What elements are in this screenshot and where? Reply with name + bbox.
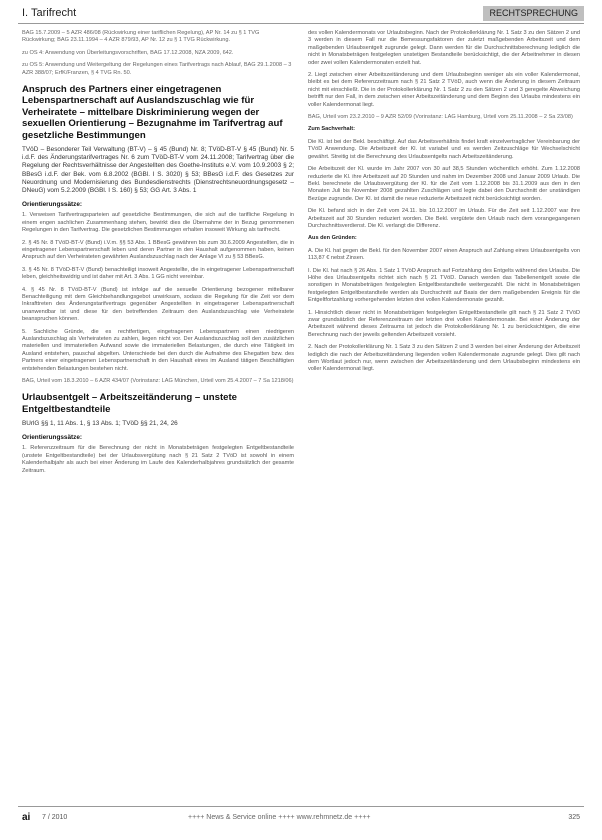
- case1-point: 5. Sachliche Gründe, die es rechtfertigen, eingetragenen Lebenspartnern einen niedrigeren Auslandszuschlag als Verheirateten zu zahlen, liegen nicht vor. Der Auslandszuschlag soll den zusätzlichen materiellen und immateriellen Aufwand sowie die immateriellen Belastungen, die durch eine Tätigkeit im Ausland entstehen, pauschal abgelten. Unterschiede bei den durch die Aufnahme des Ehegatten bzw. des Partners einer eingetragenen Lebenspartnerschaft in den Haushalt eines im Ausland tätigen Beschäftigten entstehenden Belastungen bestehen nicht.: [22, 328, 294, 372]
- case1-heading: Orientierungssätze:: [22, 201, 83, 209]
- section-badge: RECHTSPRECHUNG: [483, 6, 584, 21]
- page-footer: [18, 806, 584, 826]
- case2-heading: Orientierungssätze:: [22, 434, 83, 442]
- reasons-paragraph: I. Die Kl. hat nach § 26 Abs. 1 Satz 1 TVöD Anspruch auf Fortzahlung des Entgelts während des Urlaubs. Die Höhe des Urlaubsentgelts richtet sich nach § 21 TVöD. Danach werden das Tabellenentgelt sowie die sonstigen in Monatsbeträgen festgelegten Entgeltbestandteile weitergezahlt. Die nicht in Monatsbeträgen festgelegten Entgeltbestandteile werden als Durchschnitt auf Basis der dem maßgebenden Ereignis für die Entgeltfortzahlung vorhergehenden letzten drei vollen Kalendermonate gezahlt.: [308, 267, 580, 304]
- case1-title: Anspruch des Partners einer eingetragenen Lebenspartnerschaft auf Auslandszuschlag wie für Verheiratete – mittelbare Diskriminierung wegen der sexuellen Orientierung – Bezugnahme im Tarifvertrag auf gesetzliche Bestimmungen: [22, 84, 283, 141]
- case2-title: Urlaubsentgelt – Arbeitszeitänderung – unstete Entgeltbestandteile: [22, 392, 238, 415]
- case2-point: 1. Referenzzeitraum für die Berechnung der nicht in Monatsbeträgen festgelegten Entgeltbestandteile (unstete Entgeltbestandteile) bei der Urlaubsvergütung nach § 21 Satz 2 TVöD ist sowohl in einem Kalenderhalbjahr als auch bei einer Änderung im Laufe des Kalenderhalbjahres grundsätzlich der gesamte Zeitraum.: [22, 445, 294, 474]
- journal-logo: ai: [22, 812, 31, 823]
- case1-source: BAG, Urteil vom 18.3.2010 – 6 AZR 434/07 (Vorinstanz: LAG München, Urteil vom 25.4.2007 – 7 Sa 1218/06): [22, 378, 294, 384]
- right-column: [308, 30, 580, 782]
- left-column: [22, 30, 294, 782]
- page-number: 325: [568, 814, 580, 821]
- facts-lead: Zum Sachverhalt:: [308, 126, 355, 133]
- facts-paragraph: Die Kl. ist bei der Bekl. beschäftigt. Auf das Arbeitsverhältnis findet kraft einzelvertraglicher Vereinbarung der TVöD Anwendung. Die Arbeitszeit der Kl. ist variabel und es werden Zeitzuschläge für Wechselschicht gewährt. Streitig ist die Berechnung des Urlaubsentgelts nach Arbeitszeitänderung.: [308, 138, 580, 160]
- section-title: I. Tarifrecht: [22, 7, 77, 19]
- reasons-paragraph: A. Die Kl. hat gegen die Bekl. für den November 2007 einen Anspruch auf Zahlung eines Urlaubsentgelts von 113,87 € nebst Zinsen.: [308, 247, 580, 262]
- case2-statutes: BUrlG §§ 1, 11 Abs. 1, § 13 Abs. 1; TVöD §§ 21, 24, 26: [22, 420, 178, 428]
- page-header: [18, 6, 584, 24]
- reasons-paragraph: 2. Nach der Protokollerklärung Nr. 1 Satz 3 zu den Sätzen 2 und 3 werden bei einer Änderung der Arbeitszeit lediglich die nach der Arbeitszeitänderung liegenden vollen Kalendermonate zugrunde gelegt. Dies gilt nach dem Wortlaut jedoch nur, wenn zwischen der Arbeitszeitänderung und dem Urlaubsbeginn mindestens ein voller Kalendermonat liegt.: [308, 344, 580, 373]
- case2-source: BAG, Urteil vom 23.2.2010 – 9 AZR 52/09 (Vorinstanz: LAG Hamburg, Urteil vom 25.11.2008 – 2 Sa 23/08): [308, 114, 573, 121]
- case1-statutes: TVöD – Besonderer Teil Verwaltung (BT-V) – § 45 (Bund) Nr. 8; TVöD-BT-V § 45 (Bund) Nr. 5 i.d.F. des Änderungstarifvertrages Nr. 6 zum TVöD-BT-V vom 24.11.2008; Tarifvertrag über die Regelung der Rechtsverhältnisse der Angestellten des Goethe-Instituts e.V. vom 10.9.2003 § 2; BBesG i.d.F. der Bek. vom 6.8.2002 (BGBl. I S. 3020) § 53; BBesG i.d.F. des Gesetzes zur Neuordnung und Modernisierung des Bundesdienstrechts (Dienstrechtsneuordnungsgesetz – DNeuG) vom 5.2.2009 (BGBl. I S. 160) § 53; GG Art. 3 Abs. 1: [22, 146, 294, 195]
- reasons-lead: Aus den Gründen:: [308, 235, 357, 242]
- case1-point: 1. Verweisen Tarifvertragsparteien auf gesetzliche Bestimmungen, die sich auf die tarifliche Regelung in einem engen sachlichen Zusammenhang stehen, bewirkt dies die Übernahme der in Bezug genommenen Regelungen in den Tarifvertrag. Die gesetzlichen Bestimmungen erhalten insoweit Wirkung als tarifrecht.: [22, 212, 294, 234]
- facts-paragraph: Die Arbeitszeit der Kl. wurde im Jahr 2007 von 30 auf 38,5 Stunden wöchentlich erhöht. Zum 1.12.2008 reduzierte die Kl. ihre Arbeitszeit auf 20 Stunden und nahm im Dezember 2008 und Januar 2009 Urlaub. Die Bekl. berechnete die Urlaubsvergütung der Kl. für die Zeit vom 1.12.2008 bis 31.1.2009 aus den in den Monaten Juli bis November 2008 gezahlten Zuschlägen und legte dabei den Durchschnitt der unständigen Bezüge zugrunde. Der Kl. ist damit die neue reduzierte Arbeitszeit nicht berücksichtigt worden.: [308, 166, 580, 202]
- continuation-paragraph: 2. Liegt zwischen einer Arbeitszeitänderung und dem Urlaubsbeginn weniger als ein voller Kalendermonat, bleibt es bei dem Referenzzeitraum nach § 21 Satz 2 TVöD, auch wenn die Änderung in diesem Zeitraum nicht mit einschließt. Die in der Protokollerklärung Nr. 1 Satz 2 zu den Sätzen 2 und 3 geregelte Abweichung betrifft nur den Fall, in dem zwischen einer Arbeitszeitänderung und dem Beginn des Urlaubs mindestens ein voller Kalendermonat liegt.: [308, 72, 580, 108]
- issue-number: 7 / 2010: [42, 814, 68, 821]
- reasons-paragraph: 1. Hinsichtlich dieser nicht in Monatsbeträgen festgelegten Entgeltbestandteile gilt nach § 21 Satz 2 TVöD zwar grundsätzlich der Referenzzeitraum der letzten drei vollen Kalendermonate. Bei einer Änderung der Arbeitszeit während dieses Zeitraums ist jedoch die Protokollerklärung Nr. 1 zu berücksichtigen, die eine Berechnung nach der jeweils geltenden Arbeitszeit vorsieht.: [308, 309, 580, 338]
- continuation-paragraph: des vollen Kalendermonats vor Urlaubsbeginn. Nach der Protokollerklärung Nr. 1 Satz 3 zu den Sätzen 2 und 3 werden in diesem Fall nur die Bemessungsfaktoren der zuletzt maßgebenden Arbeitszeit und dem maßgebenden Urlaubsentgelt zugrunde gelegt. Dann werden für die Durchschnittsberechnung lediglich die nicht in Monatsbeträgen festgelegten unstetigen Bestandteile berücksichtigt, die der Arbeitnehmer in diesen oder zwei vollen Kalendermonaten erzielt hat.: [308, 30, 580, 66]
- case1-point: 3. § 45 Nr. 8 TVöD-BT-V (Bund) benachteiligt insoweit Angestellte, die in eingetragener Lebenspartnerschaft leben, gleichheitswidrig und ist daher mit Art. 3 Abs. 1 GG nicht vereinbar.: [22, 266, 294, 281]
- intro-source: zu OS 4: Anwendung von Überleitungsvorschriften, BAG 17.12.2008, NZA 2009, 642.: [22, 49, 234, 56]
- case1-point: 4. § 45 Nr. 8 TVöD-BT-V (Bund) ist infolge auf die sexuelle Orientierung bezogener mittelbarer Benachteiligung mit dem Gleichbehandlungsgebot unwirksam, sodass die Regelung für die Zeit vor dem Inkrafttreten des Änderungstarifvertrags gegenüber Angestellten in eingetragener Lebenspartnerschaft unanwendbar ist und diese für den betreffenden Zeitraum den Auslandszuschlag wie Verheiratete beanspruchen können.: [22, 286, 294, 323]
- footer-link[interactable]: ++++ News & Service online ++++ www.rehmnetz.de ++++: [188, 814, 371, 821]
- facts-paragraph: Die Kl. befand sich in der Zeit vom 24.11. bis 10.12.2007 im Urlaub. Für die Zeit seit 1.12.2007 war ihre Arbeitszeit auf 30 Stunden reduziert worden. Die Bekl. vergütete den Urlaub nach dem vorangegangenen Durchschnittsverdienst. Die Kl. verlangt die Differenz.: [308, 208, 580, 229]
- intro-source: BAG 15.7.2009 – 5 AZR 486/08 (Rückwirkung einer tariflichen Regelung), AP Nr. 14 zu § 1 TVG Rückwirkung; BAG 23.11.1994 – 4 AZR 879/93, AP Nr. 12 zu § 1 TVG Rückwirkung.: [22, 30, 260, 44]
- intro-source: zu OS 5: Anwendung und Weitergeltung der Regelungen eines Tarifvertrags nach Ablauf, BAG 29.1.2008 – 3 AZR 388/07; ErfK/Franzen, § 4 TVG Rn. 50.: [22, 62, 292, 76]
- case1-point: 2. § 45 Nr. 8 TVöD-BT-V (Bund) i.V.m. §§ 53 Abs. 1 BBesG gewähren bis zum 30.6.2009 Angestellten, die in eingetragener Lebenspartnerschaft leben und deren Partner in den Haushalt aufgenommen haben, keinen Anspruch auf den Verheirateten gewährten Auslandszuschlag nach der Anlage VI zu § 53 BBesG.: [22, 239, 294, 261]
